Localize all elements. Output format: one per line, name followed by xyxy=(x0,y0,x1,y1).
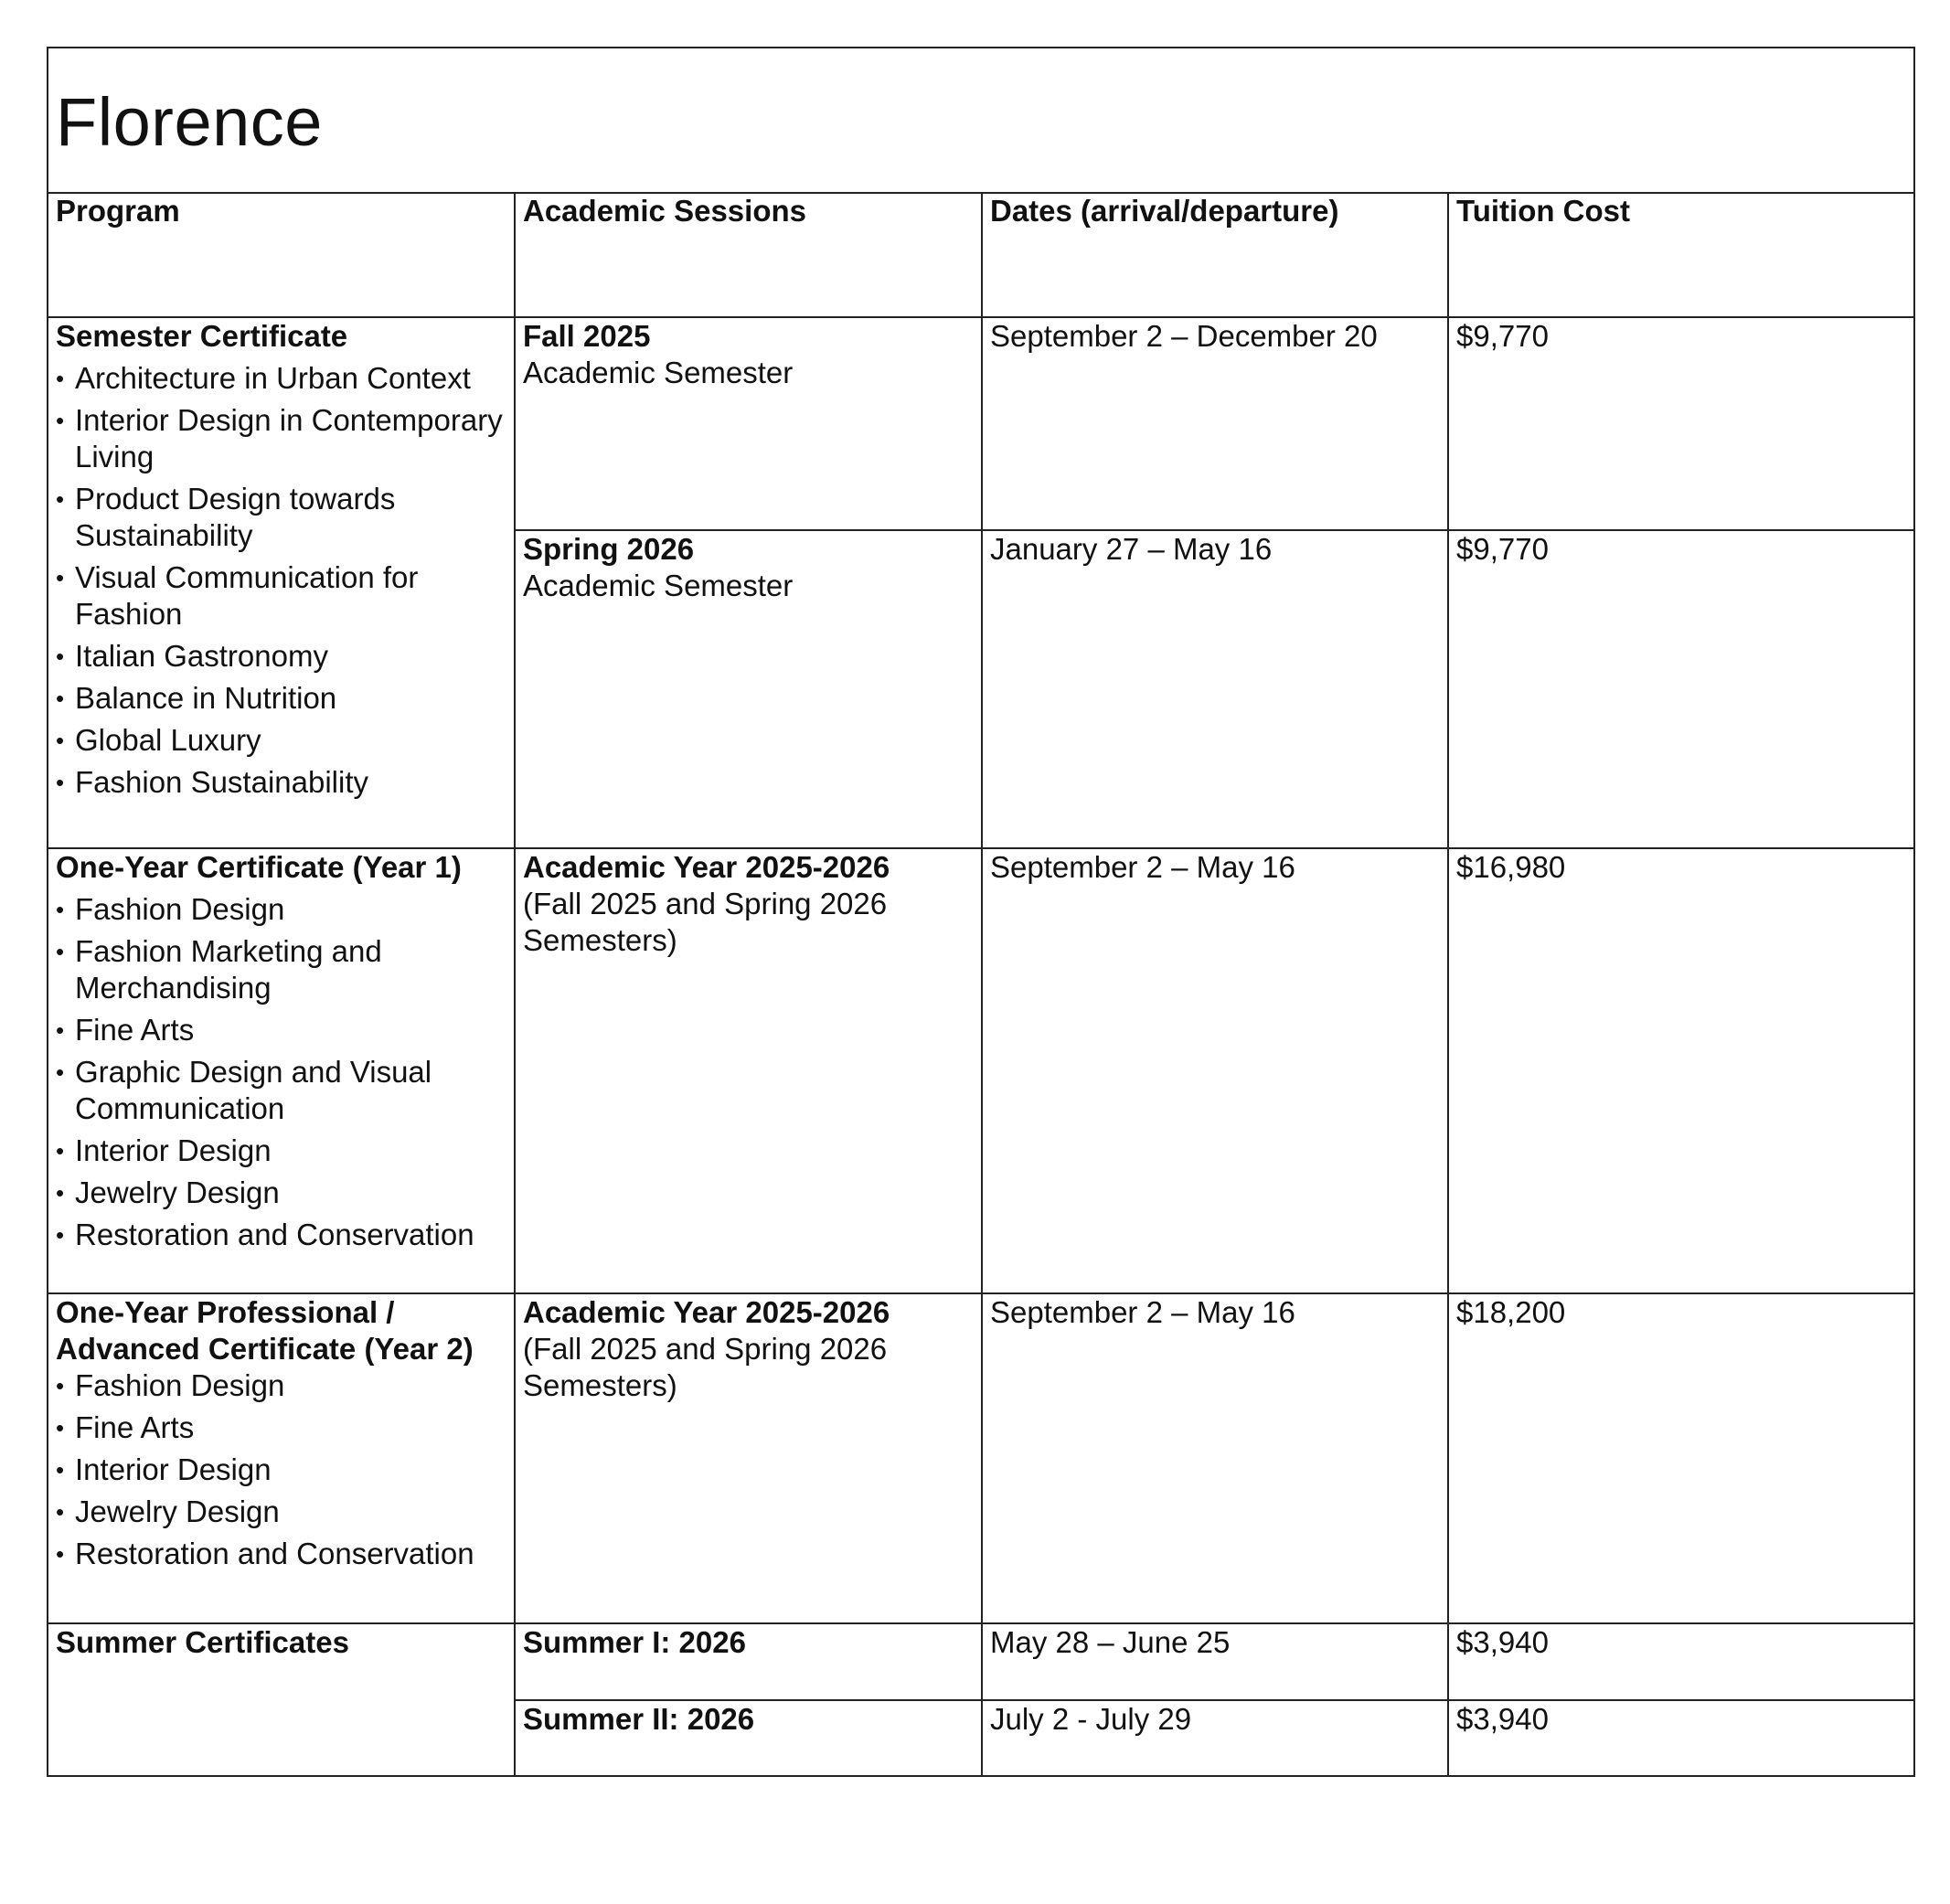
dates-value: May 28 – June 25 xyxy=(990,1625,1231,1659)
dates-cell xyxy=(982,848,1448,1293)
list-item: • Visual Communication for Fashion xyxy=(56,559,506,633)
cost-cell xyxy=(1448,1623,1914,1700)
program-list xyxy=(56,360,506,801)
session-cell xyxy=(515,1700,982,1776)
session-note: Academic Semester xyxy=(523,356,794,389)
session-note: (Fall 2025 and Spring 2026 Semesters) xyxy=(523,887,888,957)
dates-value: September 2 – May 16 xyxy=(990,1295,1295,1329)
list-item: • Italian Gastronomy xyxy=(56,638,506,675)
list-item: • Architecture in Urban Context xyxy=(56,360,506,397)
list-item: • Fashion Design xyxy=(56,1367,506,1404)
list-item: • Fashion Design xyxy=(56,891,506,928)
session-name: Fall 2025 xyxy=(523,319,651,353)
program-name: Semester Certificate xyxy=(56,319,348,353)
title-cell xyxy=(48,48,1914,193)
table-row xyxy=(48,848,1914,1293)
cost-cell xyxy=(1448,848,1914,1293)
dates-value: January 27 – May 16 xyxy=(990,532,1273,566)
list-item: • Restoration and Conservation xyxy=(56,1217,506,1253)
session-cell xyxy=(515,848,982,1293)
cost-value: $9,770 xyxy=(1456,532,1549,566)
dates-cell xyxy=(982,530,1448,848)
cost-cell xyxy=(1448,317,1914,530)
cost-value: $16,980 xyxy=(1456,850,1566,884)
page-title: Florence xyxy=(56,84,323,160)
session-name: Summer II: 2026 xyxy=(523,1702,755,1736)
cost-value: $3,940 xyxy=(1456,1702,1549,1736)
table-row xyxy=(48,1623,1914,1700)
program-cell-year2 xyxy=(48,1293,515,1623)
list-item: • Fine Arts xyxy=(56,1409,506,1446)
list-item: • Global Luxury xyxy=(56,722,506,759)
dates-cell xyxy=(982,1293,1448,1623)
table-row xyxy=(48,317,1914,530)
session-cell xyxy=(515,530,982,848)
list-item: • Interior Design xyxy=(56,1452,506,1488)
header-row xyxy=(48,193,1914,317)
cost-cell xyxy=(1448,1293,1914,1623)
list-item: • Restoration and Conservation xyxy=(56,1536,506,1572)
list-item: • Graphic Design and Visual Communication xyxy=(56,1054,506,1127)
cost-value: $18,200 xyxy=(1456,1295,1566,1329)
list-item: • Jewelry Design xyxy=(56,1494,506,1530)
header-sessions: Academic Sessions xyxy=(523,194,806,228)
tuition-table xyxy=(47,47,1915,1777)
header-program: Program xyxy=(56,194,180,228)
session-name: Summer I: 2026 xyxy=(523,1625,746,1659)
session-name: Spring 2026 xyxy=(523,532,695,566)
program-cell-year1 xyxy=(48,848,515,1293)
cost-cell xyxy=(1448,1700,1914,1776)
dates-value: July 2 - July 29 xyxy=(990,1702,1192,1736)
cost-cell xyxy=(1448,530,1914,848)
session-note: (Fall 2025 and Spring 2026 Semesters) xyxy=(523,1332,888,1402)
header-cost: Tuition Cost xyxy=(1456,194,1631,228)
program-name: One-Year Professional / Advanced Certificate (Year 2) xyxy=(56,1295,474,1366)
session-cell xyxy=(515,1623,982,1700)
session-name: Academic Year 2025-2026 xyxy=(523,1295,890,1329)
session-cell xyxy=(515,1293,982,1623)
dates-cell xyxy=(982,317,1448,530)
list-item: • Interior Design xyxy=(56,1133,506,1169)
session-note: Academic Semester xyxy=(523,569,794,602)
list-item: • Fashion Marketing and Merchandising xyxy=(56,933,506,1006)
session-name: Academic Year 2025-2026 xyxy=(523,850,890,884)
cost-value: $3,940 xyxy=(1456,1625,1549,1659)
list-item: • Balance in Nutrition xyxy=(56,680,506,717)
list-item: • Interior Design in Contemporary Living xyxy=(56,402,506,475)
dates-value: September 2 – December 20 xyxy=(990,319,1378,353)
dates-cell xyxy=(982,1623,1448,1700)
table-row xyxy=(48,1293,1914,1623)
program-cell-semester xyxy=(48,317,515,848)
header-dates: Dates (arrival/departure) xyxy=(990,194,1339,228)
dates-cell xyxy=(982,1700,1448,1776)
dates-value: September 2 – May 16 xyxy=(990,850,1295,884)
list-item: • Fine Arts xyxy=(56,1012,506,1048)
program-list xyxy=(56,1367,506,1572)
cost-value: $9,770 xyxy=(1456,319,1549,353)
program-name: Summer Certificates xyxy=(56,1625,349,1659)
list-item: • Fashion Sustainability xyxy=(56,764,506,801)
list-item: • Product Design towards Sustainability xyxy=(56,481,506,554)
program-list xyxy=(56,891,506,1253)
program-name: One-Year Certificate (Year 1) xyxy=(56,850,462,884)
session-cell xyxy=(515,317,982,530)
program-cell-summer xyxy=(48,1623,515,1776)
list-item: • Jewelry Design xyxy=(56,1175,506,1211)
